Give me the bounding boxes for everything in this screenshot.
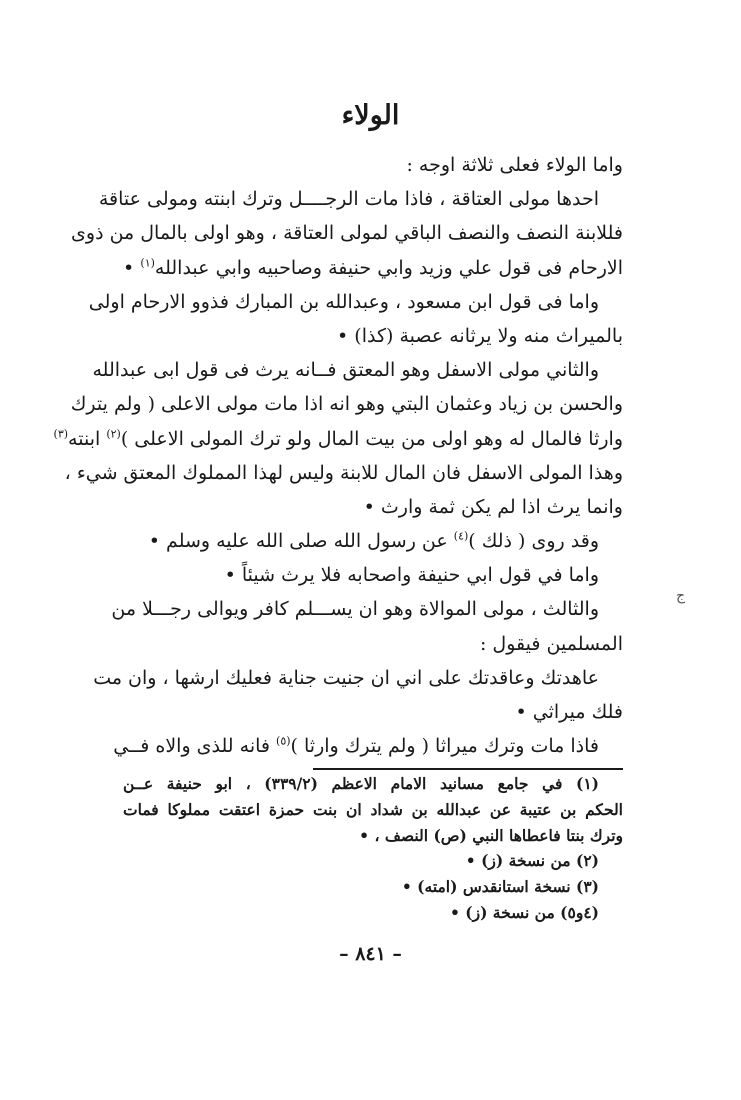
footnote-ref: (٤) xyxy=(453,529,469,543)
line-text: فانه للذى والاه فــي xyxy=(113,735,270,758)
footnote-ref: (٢) xyxy=(106,427,121,441)
footnotes xyxy=(123,771,623,926)
footnote-line: الحكم بن عتيبة عن عبدالله بن شداد ان بنت حمزة اعتقت مملوكا فمات xyxy=(123,799,623,819)
text-line: فلك ميراثي • xyxy=(515,701,623,723)
footnote-ref: (٥) xyxy=(276,734,291,748)
text-line xyxy=(53,422,623,456)
text-line: وهذا المولى الاسفل فان المال للابنة وليس لهذا المملوك المعتق شيء ، xyxy=(64,461,623,484)
text-line: والثاني مولى الاسفل وهو المعتق فــانه يرث فى قول ابى عبدالله xyxy=(92,359,599,382)
text-line: وانما يرث اذا لم يكن ثمة وارث • xyxy=(363,495,623,518)
line-text: وارثا فالمال له وهو اولى من بيت المال ولو ترك المولى الاعلى ) xyxy=(120,427,623,450)
line-end-mark: • xyxy=(123,256,135,279)
margin-mark: ج xyxy=(676,588,686,604)
text-line: والثالث ، مولى الموالاة وهو ان يســـلم كافر ويوالى رجـــلا من xyxy=(111,598,599,621)
body-text xyxy=(53,148,623,763)
text-line: بالميراث منه ولا يرثانه عصبة (كذا) • xyxy=(337,324,623,347)
footnote-line: وترك بنتا فاعطاها النبي (ص) النصف ، • xyxy=(359,825,623,845)
chapter-title: الولاء xyxy=(341,100,400,131)
line-word: ابنته xyxy=(68,427,101,450)
footnote-separator xyxy=(313,768,623,770)
line-text: وقد روى ( ذلك ) xyxy=(468,530,599,553)
footnote-line: (١) في جامع مسانيد الامام الاعظم (٣٣٩/٢) ، ابو حنيفة عــن xyxy=(123,774,599,793)
text-line: فللابنة النصف والنصف الباقي لمولى العتاقة ، وهو اولى بالمال من ذوى xyxy=(71,222,623,245)
text-line: والحسن بن زياد وعثمان البتي وهو انه اذا مات مولى الاعلى ( ولم يترك xyxy=(70,393,623,416)
text-line: واما في قول ابي حنيفة واصحابه فلا يرث شيئاً • xyxy=(224,564,599,587)
footnote-line: (٢) من نسخة (ز) • xyxy=(465,851,599,871)
text-line: احدها مولى العتاقة ، فاذا مات الرجــــل وترك ابنته ومولى عتاقة xyxy=(98,188,599,211)
text-line: المسلمين فيقول : xyxy=(479,632,623,655)
page-number: – ٨٤١ – xyxy=(339,943,402,965)
line-text: عن رسول الله صلى الله عليه وسلم • xyxy=(148,530,448,553)
footnote-line: (٣) نسخة استانقدس (امته) • xyxy=(401,877,599,897)
footnote-line: (٤و٥) من نسخة (ز) • xyxy=(449,902,599,922)
text-line: عاهدتك وعاقدتك على اني ان جنيت جناية فعليك ارشها ، وان مت xyxy=(93,666,599,689)
line-text: الارحام فى قول علي وزيد وابي حنيفة وصاحبيه وابي عبدالله xyxy=(154,256,623,279)
text-line: واما الولاء فعلى ثلاثة اوجه : xyxy=(406,154,623,176)
text-line xyxy=(123,251,623,285)
text-line xyxy=(123,524,623,558)
line-text: فاذا مات وترك ميراثا ( ولم يترك وارثا ) xyxy=(290,735,599,758)
text-line xyxy=(113,729,623,763)
footnote-ref: (١) xyxy=(140,256,155,270)
footnote-ref: (٣) xyxy=(53,427,69,441)
text-line: واما فى قول ابن مسعود ، وعبدالله بن المبارك فذوو الارحام اولى xyxy=(88,290,599,313)
